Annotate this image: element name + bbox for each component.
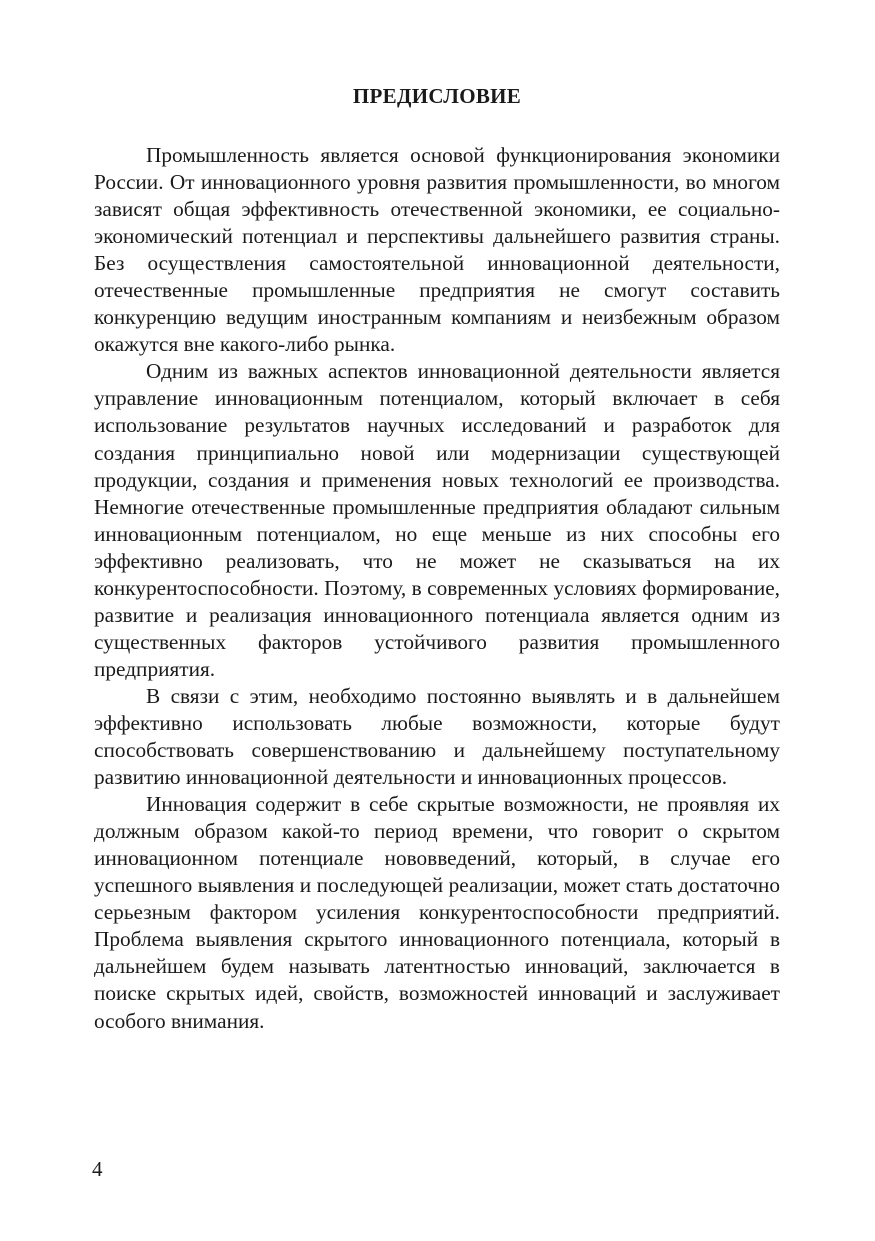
paragraph-1: Промышленность является основой функционирования экономики России. От инновационного уровня развития промышленности, во многом зависят общая эффективность отечественной экономики, ее социально-экономический потенциал и перспективы дальнейшего развития страны. Без осуществления самостоятельной инновационной деятельности, отечественные промышленные предприятия не смогут составить конкуренцию ведущим иностранным компаниям и неизбежным образом окажутся вне какого-либо рынка.	[94, 143, 780, 357]
page-title: ПРЕДИСЛОВИЕ	[352, 84, 522, 108]
page-number: 4	[92, 1157, 103, 1181]
paragraph-3: В связи с этим, необходимо постоянно выявлять и в дальнейшем эффективно использовать любые возможности, которые будут способствовать совершенствованию и дальнейшему поступательному развитию инновационной деятельности и инновационных процессов.	[94, 683, 780, 790]
paragraph-4: Инновация содержит в себе скрытые возможности, не проявляя их должным образом какой-то период времени, что говорит о скрытом инновационном потенциале нововведений, который, в случае его успешного выявления и последующей реализации, может стать достаточно серьезным фактором усиления конкурентоспособности предприятий. Проблема выявления скрытого инновационного потенциала, который в дальнейшем будем называть латентностью инноваций, заключается в поиске скрытых идей, свойств, возможностей инноваций и заслуживает особого внимания.	[94, 792, 780, 1033]
body-text	[94, 142, 780, 1035]
paragraph-2: Одним из важных аспектов инновационной деятельности является управление инновационным потенциалом, который включает в себя использование результатов научных исследований и разработок для создания принципиально новой или модернизации существующей продукции, создания и применения новых технологий ее производства. Немногие отечественные промышленные предприятия обладают сильным инновационным потенциалом, но еще меньше из них способны его эффективно реализовать, что не может не сказываться на их конкурентоспособности. Поэтому, в современных условиях формирование, развитие и реализация инновационного потенциала является одним из существенных факторов устойчивого развития промышленного предприятия.	[94, 359, 780, 681]
